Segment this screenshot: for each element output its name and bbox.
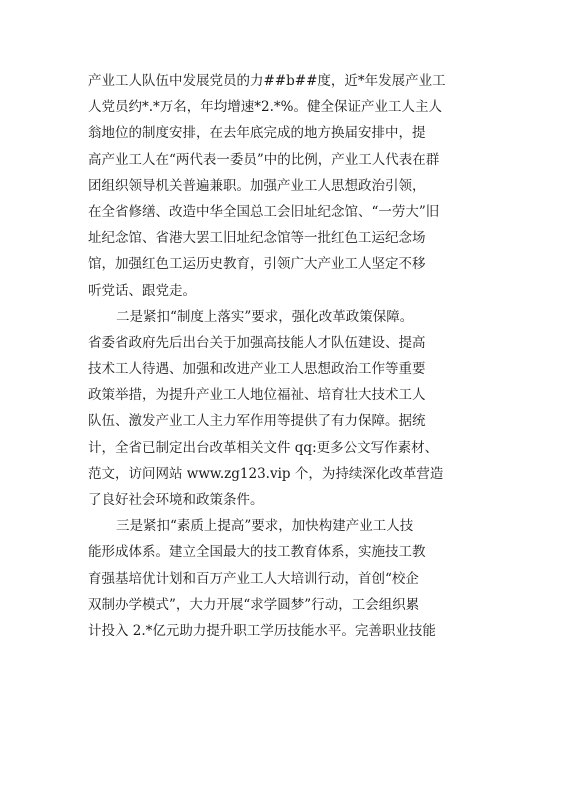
text-line: 育强基培优计划和百万产业工人大培训行动，首创“校企 [88, 570, 419, 587]
text-line: 人党员约*.*万名，年均增速*2.*%。健全保证产业工人主人 [88, 99, 442, 116]
text-line: 在全省修缮、改造中华全国总工会旧址纪念馆、“一劳大”旧 [88, 203, 440, 220]
text-line: 计，全省已制定出台改革相关文件 qq:更多公文写作素材、 [88, 439, 439, 456]
text-line: 技术工人待遇、加强和改进产业工人思想政治工作等重要 [88, 361, 426, 378]
text-line: 馆，加强红色工运历史教育，引领广大产业工人坚定不移 [88, 256, 426, 273]
body-text [88, 68, 488, 644]
text-line: 能形成体系。建立全国最大的技工教育体系，实施技工教 [88, 544, 426, 561]
text-line: 产业工人队伍中发展党员的力##b##度，近*年发展产业工 [88, 73, 446, 89]
text-line: 听党话、跟党走。 [88, 282, 196, 299]
text-line: 了良好社会环境和政策条件。 [88, 492, 264, 508]
text-line: 范文，访问网站 www.zg123.vip 个，为持续深化改革营造 [88, 465, 444, 482]
text-line: 翁地位的制度安排，在去年底完成的地方换届安排中，提 [88, 125, 426, 142]
text-line: 双制办学模式”，大力开展“求学圆梦”行动，工会组织累 [88, 596, 420, 613]
text-line: 队伍、激发产业工人主力军作用等提供了有力保障。据统 [88, 413, 426, 430]
paragraph-start-line: 二是紧扣“制度上落实”要求，强化改革政策保障。 [116, 308, 414, 325]
text-line: 团组织领导机关普遍兼职。加强产业工人思想政治引领， [88, 177, 426, 194]
text-line: 高产业工人在“两代表一委员”中的比例，产业工人代表在群 [88, 151, 440, 168]
text-line: 省委省政府先后出台关于加强高技能人才队伍建设、提高 [88, 334, 426, 351]
text-line: 计投入 2.*亿元助力提升职工学历技能水平。完善职业技能 [88, 622, 436, 639]
paragraph-start-line: 三是紧扣“素质上提高”要求，加快构建产业工人技 [116, 518, 414, 535]
text-line: 址纪念馆、省港大罢工旧址纪念馆等一批红色工运纪念场 [88, 230, 426, 247]
text-line: 政策举措，为提升产业工人地位福祉、培育壮大技术工人 [88, 387, 426, 404]
